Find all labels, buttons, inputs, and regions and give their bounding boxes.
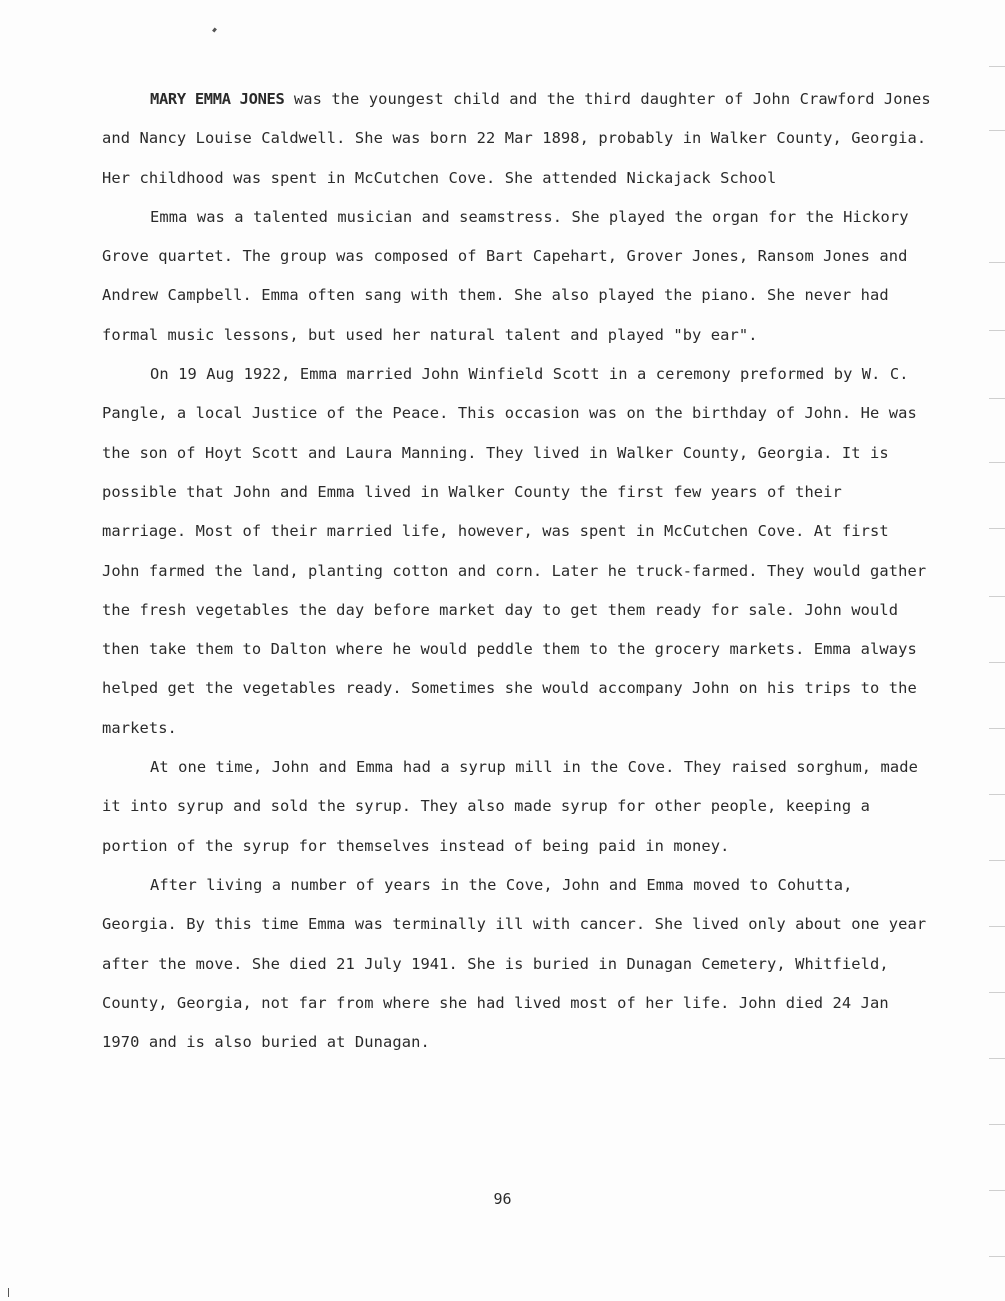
paragraph-2: Emma was a talented musician and seamstress. She played the organ for the Hickory Grove quartet. The group was composed of Bart Capehart, Grover Jones, Ransom Jones and Andrew Campbell. Emma often sang with them. She also played the piano. She never had formal music lessons, but used her natural talent and played "by ear". — [102, 207, 909, 344]
scan-edge-mark — [989, 1190, 1005, 1191]
page-number: 96 — [493, 1190, 512, 1208]
scan-edge-mark — [989, 1256, 1005, 1257]
paragraph-4: At one time, John and Emma had a syrup mill in the Cove. They raised sorghum, made it into syrup and sold the syrup. They also made syrup for other people, keeping a portion of the syrup for themselves instead of being paid in money. — [102, 758, 919, 855]
scan-edge-mark — [989, 992, 1005, 993]
scan-edge-mark — [989, 860, 1005, 861]
scan-edge-mark — [989, 794, 1005, 795]
scan-edge-mark — [989, 130, 1005, 131]
scan-edge-mark — [989, 330, 1005, 331]
paragraph-3: On 19 Aug 1922, Emma married John Winfield Scott in a ceremony preformed by W. C. Pangle, a local Justice of the Peace. This occasion was on the birthday of John. He was the son of Hoyt Scott and Laura Manning. They lived in Walker County, Georgia. It is possible that John and Emma lived in Walker County the first few years of their marriage. Most of their married life, however, was spent in McCutchen Cove. At first John farmed the land, planting cotton and corn. Later he truck-farmed. They would gather the fresh vegetables the day before market day to get them ready for sale. John would then take them to Dalton where he would peddle them to the grocery markets. Emma always helped get the vegetables ready. Sometimes she would accompany John on his trips to the markets. — [102, 365, 927, 737]
scan-speck — [212, 28, 217, 33]
scan-edge-mark — [989, 528, 1005, 529]
scan-edge-mark — [989, 1058, 1005, 1059]
paragraph-1 — [102, 80, 932, 198]
scan-edge-mark — [989, 462, 1005, 463]
scan-edge-mark — [989, 728, 1005, 729]
subject-name: MARY EMMA JONES — [150, 90, 285, 108]
scan-edge-mark — [989, 926, 1005, 927]
scan-edge-mark — [989, 66, 1005, 67]
paragraph-1-text: was the youngest child and the third daughter of John Crawford Jones and Nancy Louise Caldwell. She was born 22 Mar 1898, probably in Walker County, Georgia. Her childhood was spent in McCutchen Cove. She attended Nickajack School — [102, 90, 931, 187]
scan-edge-mark — [989, 662, 1005, 663]
paragraph-5: After living a number of years in the Cove, John and Emma moved to Cohutta, Georgia. By this time Emma was terminally ill with cancer. She lived only about one year after the move. She died 21 July 1941. She is buried in Dunagan Cemetery, Whitfield, County, Georgia, not far from where she had lived most of her life. John died 24 Jan 1970 and is also buried at Dunagan. — [102, 875, 927, 1052]
scan-edge-mark — [989, 398, 1005, 399]
scan-edge-mark — [989, 1124, 1005, 1125]
scan-edge-mark — [989, 262, 1005, 263]
scan-edge-mark — [989, 596, 1005, 597]
scan-speck — [8, 1288, 9, 1297]
document-body — [102, 80, 932, 1062]
